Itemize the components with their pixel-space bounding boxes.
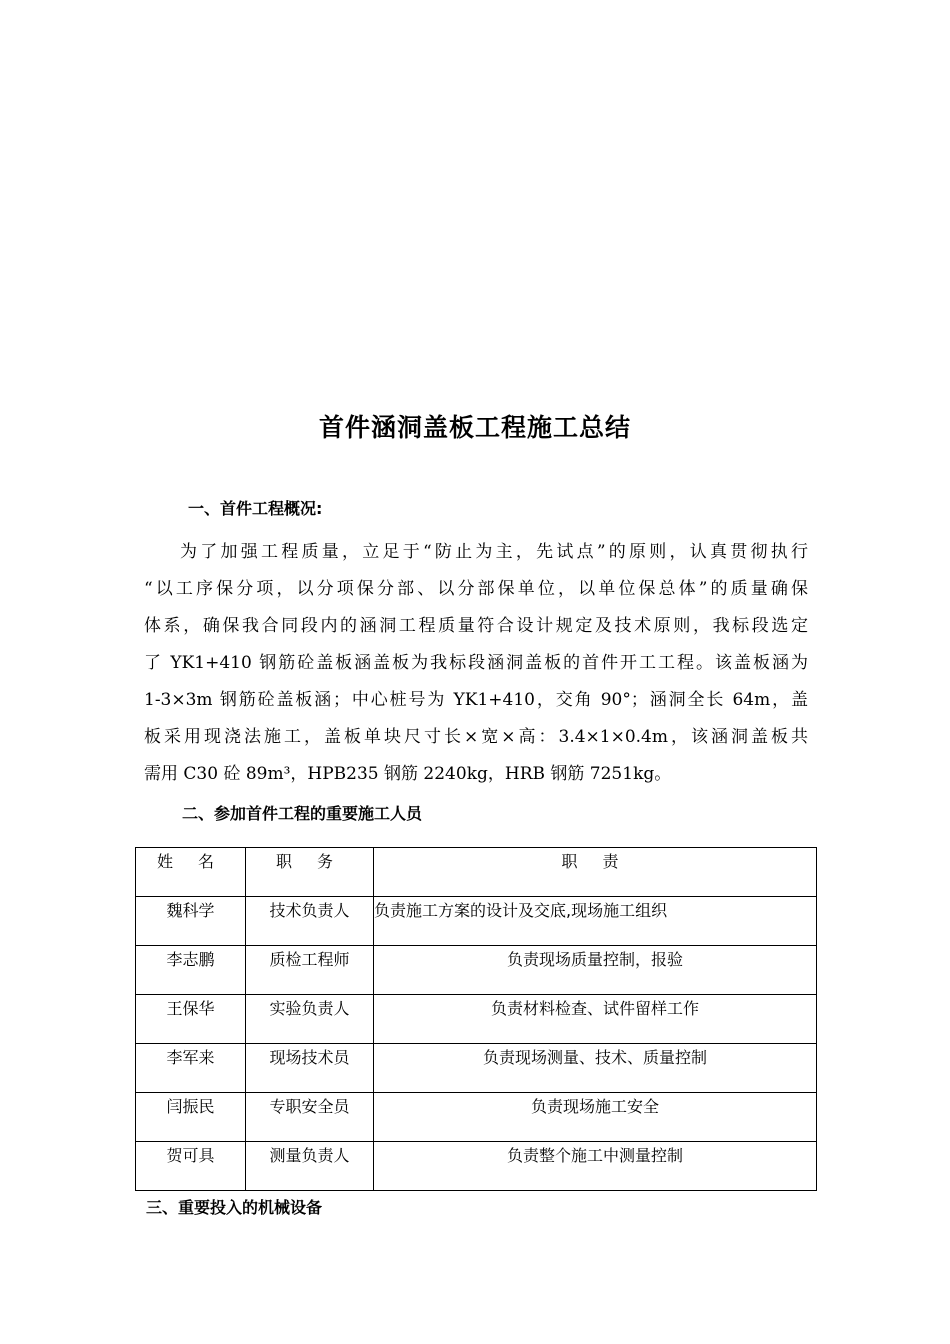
table-row	[136, 1142, 817, 1191]
cell-name	[136, 995, 246, 1044]
cell-duty	[374, 946, 817, 995]
cell-duty-text: 负责施工方案的设计及交底,现场施工组织	[374, 901, 668, 920]
overview-paragraph	[144, 540, 808, 799]
cell-name-text: 魏科学	[166, 901, 215, 920]
cell-name	[136, 897, 246, 946]
table-row	[136, 995, 817, 1044]
cell-position	[246, 995, 374, 1044]
paragraph-line: 需用 C30 砼 89m³，HPB235 钢筋 2240kg，HRB 钢筋 7251kg。	[144, 764, 672, 784]
table-row	[136, 1093, 817, 1142]
table-row	[136, 1044, 817, 1093]
cell-position	[246, 1142, 374, 1191]
section-heading-overview: 一、首件工程概况:	[188, 499, 323, 518]
cell-name-text: 贺可具	[166, 1146, 215, 1165]
header-duty-label: 职 责	[561, 852, 629, 871]
paragraph-line: 了 YK1+410 钢筋砼盖板涵盖板为我标段涵洞盖板的首件开工工程。该盖板涵为	[144, 653, 808, 673]
cell-position	[246, 897, 374, 946]
cell-duty	[374, 995, 817, 1044]
cell-name-text: 王保华	[166, 999, 215, 1018]
header-duty	[374, 848, 817, 897]
header-name	[136, 848, 246, 897]
cell-name	[136, 1093, 246, 1142]
section-heading-equipment: 三、重要投入的机械设备	[146, 1198, 323, 1217]
cell-name	[136, 1044, 246, 1093]
paragraph-line: 板采用现浇法施工，盖板单块尺寸长×宽×高：3.4×1×0.4m，该涵洞盖板共	[144, 727, 808, 747]
cell-duty	[374, 1044, 817, 1093]
paragraph-line: 体系，确保我合同段内的涵洞工程质量符合设计规定及技术原则，我标段选定	[144, 616, 808, 636]
cell-position-text: 专职安全员	[269, 1097, 350, 1116]
table-row	[136, 897, 817, 946]
cell-duty-text: 负责整个施工中测量控制	[506, 1146, 683, 1165]
cell-position	[246, 1044, 374, 1093]
cell-duty-text: 负责现场施工安全	[530, 1097, 659, 1116]
cell-position	[246, 946, 374, 995]
cell-duty	[374, 897, 817, 946]
cell-name-text: 李志鹏	[166, 950, 215, 969]
paragraph-line: 1-3×3m 钢筋砼盖板涵；中心桩号为 YK1+410，交角 90°；涵洞全长 64m，盖	[144, 690, 808, 710]
paragraph-line: “以工序保分项，以分项保分部、以分部保单位，以单位保总体”的质量确保	[144, 579, 808, 599]
cell-position	[246, 1093, 374, 1142]
document-title: 首件涵洞盖板工程施工总结	[318, 413, 631, 442]
cell-name	[136, 946, 246, 995]
header-position-label: 职 务	[275, 852, 344, 871]
cell-duty	[374, 1093, 817, 1142]
section-heading-personnel: 二、参加首件工程的重要施工人员	[182, 804, 423, 823]
paragraph-line: 为了加强工程质量，立足于“防止为主，先试点”的原则，认真贯彻执行	[180, 542, 808, 562]
cell-position-text: 质检工程师	[269, 950, 350, 969]
cell-name-text: 李军来	[166, 1048, 215, 1067]
cell-position-text: 测量负责人	[269, 1146, 350, 1165]
cell-duty-text: 负责现场测量、技术、质量控制	[482, 1048, 707, 1067]
cell-position-text: 实验负责人	[269, 999, 350, 1018]
cell-position-text: 现场技术员	[269, 1048, 350, 1067]
personnel-table	[135, 847, 817, 1191]
cell-name	[136, 1142, 246, 1191]
cell-name-text: 闫振民	[166, 1097, 215, 1116]
cell-duty	[374, 1142, 817, 1191]
table-row	[136, 946, 817, 995]
header-name-label: 姓 名	[156, 852, 225, 871]
cell-duty-text: 负责现场质量控制，报验	[506, 950, 683, 969]
cell-position-text: 技术负责人	[269, 901, 350, 920]
table-header-row	[136, 848, 817, 897]
header-position	[246, 848, 374, 897]
cell-duty-text: 负责材料检查、试件留样工作	[490, 999, 699, 1018]
